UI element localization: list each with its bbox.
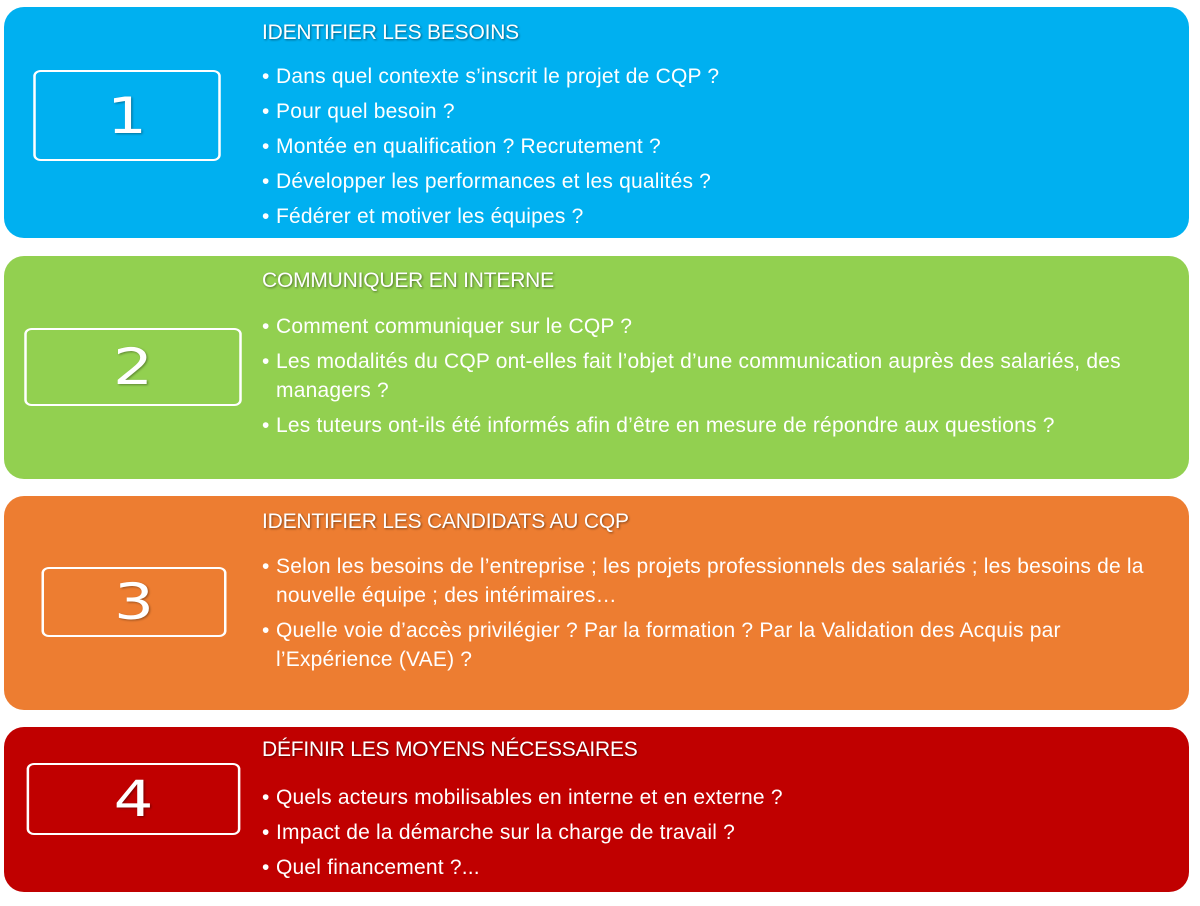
bullet-item: • Fédérer et motiver les équipes ? xyxy=(262,202,1175,231)
step-3-panel xyxy=(4,496,1189,710)
step-number-box xyxy=(24,328,242,406)
step-number-box xyxy=(33,70,221,161)
bullet-item: • Impact de la démarche sur la charge de travail ? xyxy=(262,818,1175,847)
bullet-item: • Montée en qualification ? Recrutement ? xyxy=(262,132,1175,161)
step-title: IDENTIFIER LES BESOINS xyxy=(262,21,519,44)
step-number-box xyxy=(42,567,227,637)
bullet-item: • Les modalités du CQP ont-elles fait l’objet d’une communication auprès des salariés, des managers ? xyxy=(262,347,1175,405)
step-bullet-list xyxy=(262,312,1175,440)
step-bullet-list xyxy=(262,552,1175,674)
step-number: 2 xyxy=(113,338,153,396)
step-1-panel xyxy=(4,7,1189,238)
bullet-item: • Quelle voie d’accès privilégier ? Par la formation ? Par la Validation des Acquis par l’Expérience (VAE) ? xyxy=(262,616,1175,674)
bullet-item: • Quel financement ?... xyxy=(262,853,1175,882)
step-title: IDENTIFIER LES CANDIDATS AU CQP xyxy=(262,510,629,533)
bullet-item: • Comment communiquer sur le CQP ? xyxy=(262,312,1175,341)
step-bullet-list xyxy=(262,783,1175,882)
step-4-panel xyxy=(4,727,1189,892)
step-number: 1 xyxy=(107,86,147,145)
step-2-panel xyxy=(4,256,1189,479)
bullet-item: • Quels acteurs mobilisables en interne et en externe ? xyxy=(262,783,1175,812)
step-number-box xyxy=(27,763,241,835)
step-bullet-list xyxy=(262,62,1175,231)
step-number: 4 xyxy=(113,770,154,828)
step-title: DÉFINIR LES MOYENS NÉCESSAIRES xyxy=(262,738,638,761)
step-title: COMMUNIQUER EN INTERNE xyxy=(262,269,554,292)
bullet-item: • Selon les besoins de l’entreprise ; les projets professionnels des salariés ; les besoins de la nouvelle équipe ; des intérimaires… xyxy=(262,552,1175,610)
bullet-item: • Les tuteurs ont-ils été informés afin d’être en mesure de répondre aux questions ? xyxy=(262,411,1175,440)
bullet-item: • Pour quel besoin ? xyxy=(262,97,1175,126)
bullet-item: • Dans quel contexte s’inscrit le projet de CQP ? xyxy=(262,62,1175,91)
step-number: 3 xyxy=(114,573,154,631)
bullet-item: • Développer les performances et les qualités ? xyxy=(262,167,1175,196)
